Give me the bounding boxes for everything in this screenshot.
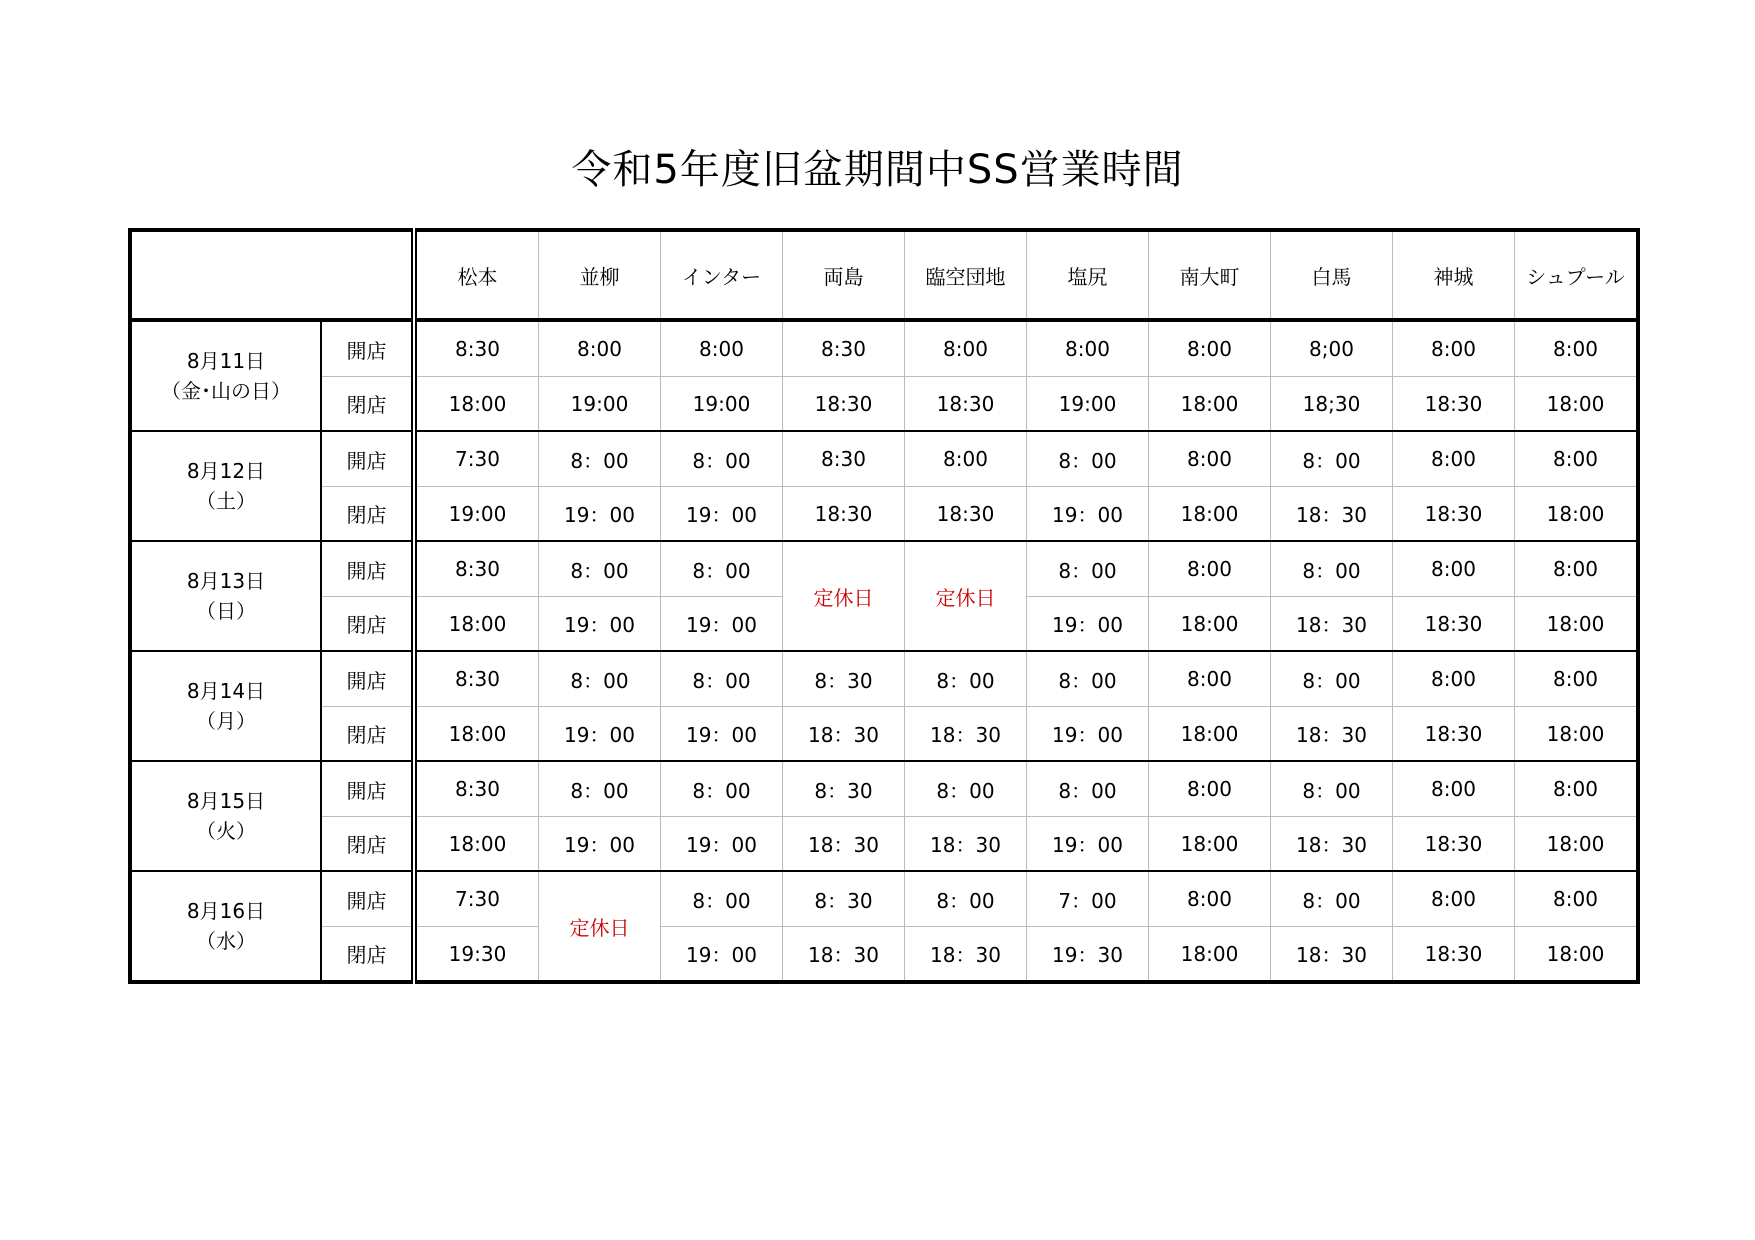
close-time-cell: 18:00 [1515, 487, 1639, 542]
open-time-cell: 8:00 [661, 320, 783, 377]
open-time-cell: 8:30 [414, 320, 539, 377]
close-time-cell: 19:30 [414, 927, 539, 983]
close-time-cell: 19：00 [1027, 597, 1149, 652]
open-time-cell: 8:00 [1515, 431, 1639, 487]
close-time-cell: 19：00 [1027, 707, 1149, 762]
open-time-cell: 8：00 [1027, 541, 1149, 597]
weekday-label: （火） [196, 819, 256, 843]
date-label: 8月14日 [186, 679, 266, 703]
open-time-cell: 8：00 [661, 761, 783, 817]
open-time-cell: 8:00 [905, 320, 1027, 377]
close-time-cell: 18:30 [905, 377, 1027, 432]
open-label: 開店 [321, 431, 414, 487]
open-time-cell: 8:00 [1393, 761, 1515, 817]
day-open-row [130, 761, 1638, 817]
open-time-cell: 7:30 [414, 871, 539, 927]
day-open-row [130, 651, 1638, 707]
open-time-cell: 8:00 [1515, 651, 1639, 707]
close-label: 閉店 [321, 927, 414, 983]
store-header: 臨空団地 [905, 230, 1027, 320]
close-time-cell: 19：00 [661, 597, 783, 652]
day-open-row [130, 320, 1638, 377]
close-time-cell: 19：00 [661, 707, 783, 762]
close-time-cell: 18:30 [1393, 377, 1515, 432]
open-time-cell: 8:00 [1149, 320, 1271, 377]
close-time-cell: 18:00 [414, 377, 539, 432]
open-time-cell: 8：30 [783, 651, 905, 707]
open-time-cell: 8:30 [783, 431, 905, 487]
close-time-cell: 18：30 [1271, 597, 1393, 652]
open-time-cell: 7：00 [1027, 871, 1149, 927]
open-time-cell: 8:00 [1393, 541, 1515, 597]
open-label: 開店 [321, 320, 414, 377]
open-time-cell: 8：00 [905, 651, 1027, 707]
header-row [130, 230, 1638, 320]
day-open-row [130, 871, 1638, 927]
open-time-cell: 8:30 [414, 651, 539, 707]
closed-day-cell: 定休日 [539, 871, 661, 982]
close-label: 閉店 [321, 817, 414, 872]
close-time-cell: 19:00 [414, 487, 539, 542]
closed-day-cell: 定休日 [783, 541, 905, 651]
open-time-cell: 8:00 [1149, 651, 1271, 707]
close-time-cell: 18:30 [1393, 817, 1515, 872]
open-time-cell: 8:00 [1515, 320, 1639, 377]
weekday-label: （土） [196, 489, 256, 513]
open-time-cell: 8：00 [661, 651, 783, 707]
open-time-cell: 8：00 [905, 761, 1027, 817]
close-time-cell: 19：00 [1027, 817, 1149, 872]
open-time-cell: 8：00 [539, 651, 661, 707]
open-time-cell: 8：00 [539, 541, 661, 597]
open-label: 開店 [321, 761, 414, 817]
close-time-cell: 18：30 [783, 707, 905, 762]
close-time-cell: 18:00 [414, 707, 539, 762]
date-label: 8月11日 [186, 349, 266, 373]
close-time-cell: 19：00 [539, 597, 661, 652]
closed-day-cell: 定休日 [905, 541, 1027, 651]
close-label: 閉店 [321, 487, 414, 542]
open-time-cell: 8:00 [1027, 320, 1149, 377]
day-close-row [130, 707, 1638, 762]
open-time-cell: 8：00 [661, 871, 783, 927]
day-close-row [130, 817, 1638, 872]
store-header: 両島 [783, 230, 905, 320]
close-time-cell: 19：00 [539, 817, 661, 872]
header-blank-cell [130, 230, 414, 320]
close-time-cell: 18:00 [1149, 707, 1271, 762]
open-time-cell: 8:00 [1393, 871, 1515, 927]
close-time-cell: 18：30 [1271, 817, 1393, 872]
close-time-cell: 18:30 [905, 487, 1027, 542]
close-time-cell: 19:00 [661, 377, 783, 432]
day-open-row [130, 431, 1638, 487]
close-time-cell: 19：30 [1027, 927, 1149, 983]
close-time-cell: 19:00 [1027, 377, 1149, 432]
open-time-cell: 8：00 [905, 871, 1027, 927]
open-time-cell: 8：00 [1271, 651, 1393, 707]
close-time-cell: 18:30 [1393, 487, 1515, 542]
close-time-cell: 18:00 [1515, 817, 1639, 872]
close-time-cell: 18:00 [1515, 377, 1639, 432]
weekday-label: （金･山の日） [161, 379, 291, 403]
open-time-cell: 8:00 [1393, 431, 1515, 487]
close-time-cell: 18：30 [1271, 487, 1393, 542]
weekday-label: （月） [196, 709, 256, 733]
open-time-cell: 8：00 [661, 541, 783, 597]
close-time-cell: 18:00 [1149, 817, 1271, 872]
open-time-cell: 8;00 [1271, 320, 1393, 377]
open-label: 開店 [321, 541, 414, 597]
open-time-cell: 8：30 [783, 761, 905, 817]
close-time-cell: 18：30 [783, 927, 905, 983]
store-header: 白馬 [1271, 230, 1393, 320]
close-time-cell: 18;30 [1271, 377, 1393, 432]
date-label: 8月16日 [186, 899, 266, 923]
close-time-cell: 18:30 [783, 377, 905, 432]
close-time-cell: 18:00 [414, 817, 539, 872]
close-label: 閉店 [321, 597, 414, 652]
open-time-cell: 8：00 [1271, 431, 1393, 487]
close-time-cell: 18:30 [783, 487, 905, 542]
close-time-cell: 19：00 [661, 927, 783, 983]
store-header: 塩尻 [1027, 230, 1149, 320]
close-time-cell: 19：00 [539, 707, 661, 762]
open-time-cell: 8:00 [1149, 431, 1271, 487]
day-open-row [130, 541, 1638, 597]
close-time-cell: 18:30 [1393, 597, 1515, 652]
day-close-row [130, 487, 1638, 542]
open-time-cell: 8:00 [1149, 761, 1271, 817]
close-time-cell: 18：30 [783, 817, 905, 872]
open-time-cell: 8：00 [1027, 431, 1149, 487]
close-time-cell: 18：30 [905, 707, 1027, 762]
open-time-cell: 7:30 [414, 431, 539, 487]
close-time-cell: 19：00 [539, 487, 661, 542]
weekday-label: （日） [196, 599, 256, 623]
close-time-cell: 18:30 [1393, 707, 1515, 762]
open-time-cell: 8:30 [414, 761, 539, 817]
close-time-cell: 18:00 [1515, 927, 1639, 983]
open-time-cell: 8:00 [1149, 541, 1271, 597]
close-time-cell: 18：30 [1271, 927, 1393, 983]
open-label: 開店 [321, 651, 414, 707]
date-cell [130, 320, 321, 431]
store-header: 神城 [1393, 230, 1515, 320]
close-time-cell: 18:00 [1149, 927, 1271, 983]
open-time-cell: 8：00 [1271, 871, 1393, 927]
date-cell [130, 761, 321, 871]
close-time-cell: 19：00 [661, 487, 783, 542]
day-close-row [130, 377, 1638, 432]
open-time-cell: 8：00 [661, 431, 783, 487]
close-time-cell: 18:00 [1149, 597, 1271, 652]
close-time-cell: 18：30 [1271, 707, 1393, 762]
store-header: 松本 [414, 230, 539, 320]
close-time-cell: 18:00 [1515, 597, 1639, 652]
close-time-cell: 18：30 [905, 927, 1027, 983]
date-cell [130, 541, 321, 651]
store-header: 南大町 [1149, 230, 1271, 320]
open-time-cell: 8:00 [905, 431, 1027, 487]
store-header: シュプール [1515, 230, 1639, 320]
day-close-row [130, 927, 1638, 983]
close-time-cell: 18:00 [414, 597, 539, 652]
close-time-cell: 18:00 [1149, 377, 1271, 432]
date-cell [130, 431, 321, 541]
open-time-cell: 8：00 [1271, 761, 1393, 817]
open-time-cell: 8:00 [1393, 320, 1515, 377]
business-hours-table [128, 228, 1640, 984]
close-time-cell: 18：30 [905, 817, 1027, 872]
close-time-cell: 18:00 [1149, 487, 1271, 542]
open-label: 開店 [321, 871, 414, 927]
date-cell [130, 651, 321, 761]
open-time-cell: 8：00 [1027, 761, 1149, 817]
open-time-cell: 8:00 [539, 320, 661, 377]
open-time-cell: 8：00 [1027, 651, 1149, 707]
date-label: 8月12日 [186, 459, 266, 483]
close-time-cell: 19：00 [1027, 487, 1149, 542]
open-time-cell: 8：00 [539, 431, 661, 487]
close-label: 閉店 [321, 707, 414, 762]
open-time-cell: 8:00 [1515, 871, 1639, 927]
close-time-cell: 19：00 [661, 817, 783, 872]
open-time-cell: 8:00 [1515, 541, 1639, 597]
open-time-cell: 8：00 [539, 761, 661, 817]
open-time-cell: 8:30 [414, 541, 539, 597]
open-time-cell: 8:00 [1393, 651, 1515, 707]
open-time-cell: 8：30 [783, 871, 905, 927]
close-time-cell: 19:00 [539, 377, 661, 432]
close-time-cell: 18:00 [1515, 707, 1639, 762]
store-header: 並柳 [539, 230, 661, 320]
weekday-label: （水） [196, 929, 256, 953]
date-cell [130, 871, 321, 982]
close-time-cell: 18:30 [1393, 927, 1515, 983]
open-time-cell: 8:00 [1515, 761, 1639, 817]
open-time-cell: 8:30 [783, 320, 905, 377]
store-header: インター [661, 230, 783, 320]
date-label: 8月13日 [186, 569, 266, 593]
page-title: 令和5年度旧盆期間中SS営業時間 [571, 147, 1184, 193]
open-time-cell: 8:00 [1149, 871, 1271, 927]
open-time-cell: 8：00 [1271, 541, 1393, 597]
date-label: 8月15日 [186, 789, 266, 813]
close-label: 閉店 [321, 377, 414, 432]
